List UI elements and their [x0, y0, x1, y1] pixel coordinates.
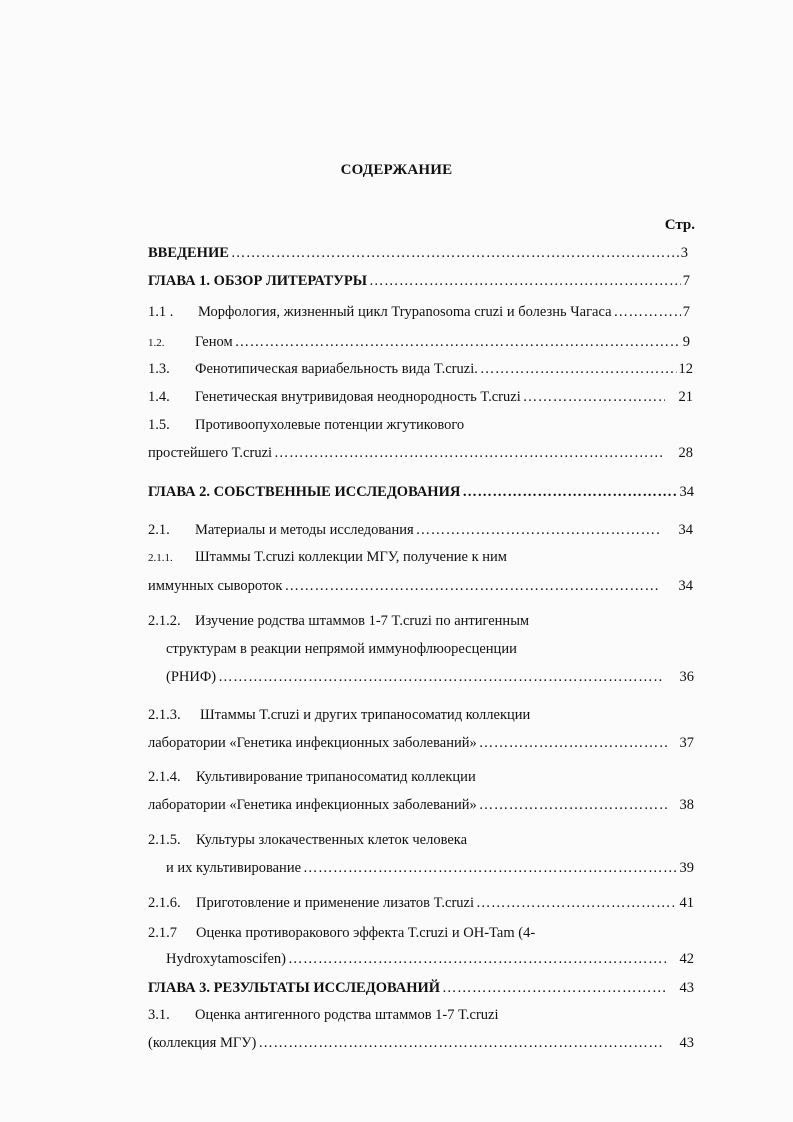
toc-page-number: 43 [679, 1035, 694, 1051]
toc-leader-dots [442, 979, 665, 997]
toc-entry-text: ГЛАВА 3. РЕЗУЛЬТАТЫ ИССЛЕДОВАНИЙ [148, 980, 441, 996]
toc-entry-chapter-2[interactable] [148, 483, 694, 501]
toc-entry-chapter-1[interactable] [148, 272, 690, 290]
toc-leader-dots [231, 244, 679, 262]
toc-section-number: 3.1. [148, 1007, 170, 1023]
toc-leader-dots [416, 521, 661, 539]
toc-section-number: 2.1. [148, 522, 170, 538]
toc-page-number: 34 [678, 578, 693, 594]
toc-page-number: 41 [679, 895, 694, 911]
toc-entry-1-5[interactable] [148, 416, 464, 434]
page-column-label: Стр. [664, 217, 695, 233]
toc-section-number: 1.3. [148, 361, 170, 377]
toc-entry-2-1-2-cont2[interactable] [166, 668, 694, 686]
toc-entry-2-1-5-cont[interactable] [166, 859, 694, 877]
toc-leader-dots [235, 333, 681, 351]
toc-section-number: 2.1.7 [148, 925, 177, 941]
toc-leader-dots [476, 894, 673, 912]
toc-page-number: 7 [682, 273, 690, 289]
toc-entry-introduction[interactable] [148, 244, 688, 262]
toc-entry-text: Культуры злокачественных клеток человека [196, 832, 468, 848]
toc-entry-3-1-cont[interactable] [148, 1034, 694, 1052]
toc-entry-text: Оценка противоракового эффекта T.cruzi и OH-Tam (4- [196, 925, 536, 941]
toc-entry-text: лаборатории «Генетика инфекционных заболеваний» [148, 797, 477, 813]
toc-entry-text: ГЛАВА 1. ОБЗОР ЛИТЕРАТУРЫ [148, 273, 367, 289]
toc-entry-2-1-4-cont[interactable] [148, 796, 694, 814]
toc-entry-text: и их культивирование [166, 860, 302, 876]
toc-entry-2-1[interactable] [148, 521, 693, 539]
toc-entry-2-1-1-cont[interactable] [148, 577, 693, 595]
toc-entry-text: Генетическая внутривидовая неоднородность T.cruzi [195, 389, 521, 405]
toc-leader-dots [284, 577, 660, 595]
toc-page-number: 12 [678, 361, 693, 377]
toc-entry-text: структурам в реакции непрямой иммунофлюоресценции [166, 641, 517, 657]
toc-entry-chapter-3[interactable] [148, 979, 694, 997]
toc-entry-1-3[interactable] [148, 360, 693, 378]
toc-section-number: 1.2. [148, 337, 165, 349]
toc-page-number: 3 [680, 245, 688, 261]
toc-section-number: 1.4. [148, 389, 170, 405]
toc-entry-2-1-3[interactable] [148, 706, 530, 724]
toc-entry-2-1-2[interactable] [148, 612, 529, 630]
toc-section-number: 2.1.3. [148, 707, 181, 723]
toc-entry-text: Hydroxytamoscifen) [166, 951, 286, 967]
toc-entry-text: (РНИФ) [166, 669, 217, 685]
toc-entry-text: Морфология, жизненный цикл Trypanosoma cruzi и болезнь Чагаса [198, 304, 612, 320]
toc-entry-text: Оценка антигенного родства штаммов 1-7 T.cruzi [195, 1007, 499, 1023]
toc-entry-text: иммунных сывороток [148, 578, 283, 594]
toc-entry-text: Фенотипическая вариабельность вида T.cruzi. [195, 361, 478, 377]
toc-section-number: 1.1 . [148, 304, 174, 320]
toc-entry-text: Штаммы T.cruzi коллекции МГУ, получение к ним [195, 549, 507, 565]
toc-leader-dots [480, 360, 677, 378]
toc-leader-dots [614, 303, 681, 321]
toc-leader-dots [479, 796, 670, 814]
toc-entry-1-4[interactable] [148, 388, 693, 406]
toc-leader-dots [288, 950, 666, 968]
toc-page-number: 36 [679, 669, 694, 685]
toc-page-number: 34 [679, 484, 694, 500]
toc-leader-dots [523, 388, 665, 406]
toc-entry-text: лаборатории «Генетика инфекционных заболеваний» [148, 735, 477, 751]
toc-entry-text: Геном [195, 334, 233, 350]
toc-section-number: 2.1.2. [148, 613, 181, 629]
toc-leader-dots [369, 272, 681, 290]
toc-entry-text: Материалы и методы исследования [195, 522, 414, 538]
toc-leader-dots [479, 734, 670, 752]
toc-entry-text: (коллекция МГУ) [148, 1035, 257, 1051]
toc-entry-text: Культивирование трипаносоматид коллекции [196, 769, 476, 785]
page-title: СОДЕРЖАНИЕ [340, 162, 453, 178]
toc-entry-text: Приготовление и применение лизатов T.cruzi [196, 895, 475, 911]
toc-entry-2-1-7[interactable] [148, 924, 535, 942]
toc-page-number: 37 [679, 735, 694, 751]
toc-entry-3-1[interactable] [148, 1006, 499, 1024]
toc-entry-text: ГЛАВА 2. СОБСТВЕННЫЕ ИССЛЕДОВАНИЯ [148, 484, 461, 500]
toc-page-number: 7 [682, 304, 690, 320]
toc-entry-text: ВВЕДЕНИЕ [148, 245, 229, 261]
toc-page-number: 38 [679, 797, 694, 813]
toc-page-number: 21 [678, 389, 693, 405]
toc-entry-2-1-5[interactable] [148, 831, 467, 849]
toc-leader-dots [218, 668, 663, 686]
toc-entry-text: простейшего T.cruzi [148, 445, 273, 461]
toc-entry-1-5-cont[interactable] [148, 444, 693, 462]
toc-entry-1-1[interactable] [148, 303, 690, 321]
toc-entry-text: Противоопухолевые потенции жгутикового [195, 417, 465, 433]
toc-page-number: 42 [679, 951, 694, 967]
toc-page-number: 43 [679, 980, 694, 996]
toc-entry-2-1-3-cont[interactable] [148, 734, 694, 752]
toc-leader-dots [258, 1034, 661, 1052]
toc-page-number: 34 [678, 522, 693, 538]
toc-entry-2-1-1[interactable] [148, 548, 507, 567]
toc-page-number: 28 [678, 445, 693, 461]
toc-entry-2-1-7-cont[interactable] [166, 950, 694, 968]
toc-entry-2-1-2-cont[interactable] [166, 640, 517, 658]
toc-entry-2-1-6[interactable] [148, 894, 694, 912]
toc-section-number: 2.1.5. [148, 832, 181, 848]
toc-entry-text: Изучение родства штаммов 1-7 T.cruzi по антигенным [195, 613, 530, 629]
toc-leader-dots [303, 859, 677, 877]
toc-leader-dots [274, 444, 664, 462]
toc-section-number: 2.1.4. [148, 769, 181, 785]
toc-section-number: 2.1.1. [148, 552, 173, 564]
toc-page-number: 9 [682, 334, 690, 350]
toc-section-number: 1.5. [148, 417, 170, 433]
toc-entry-text: Штаммы T.cruzi и других трипаносоматид коллекции [200, 707, 531, 723]
toc-entry-2-1-4[interactable] [148, 768, 476, 786]
toc-leader-dots [462, 483, 677, 501]
toc-page-number: 39 [679, 860, 694, 876]
toc-entry-1-2[interactable] [148, 333, 690, 352]
toc-section-number: 2.1.6. [148, 895, 181, 911]
